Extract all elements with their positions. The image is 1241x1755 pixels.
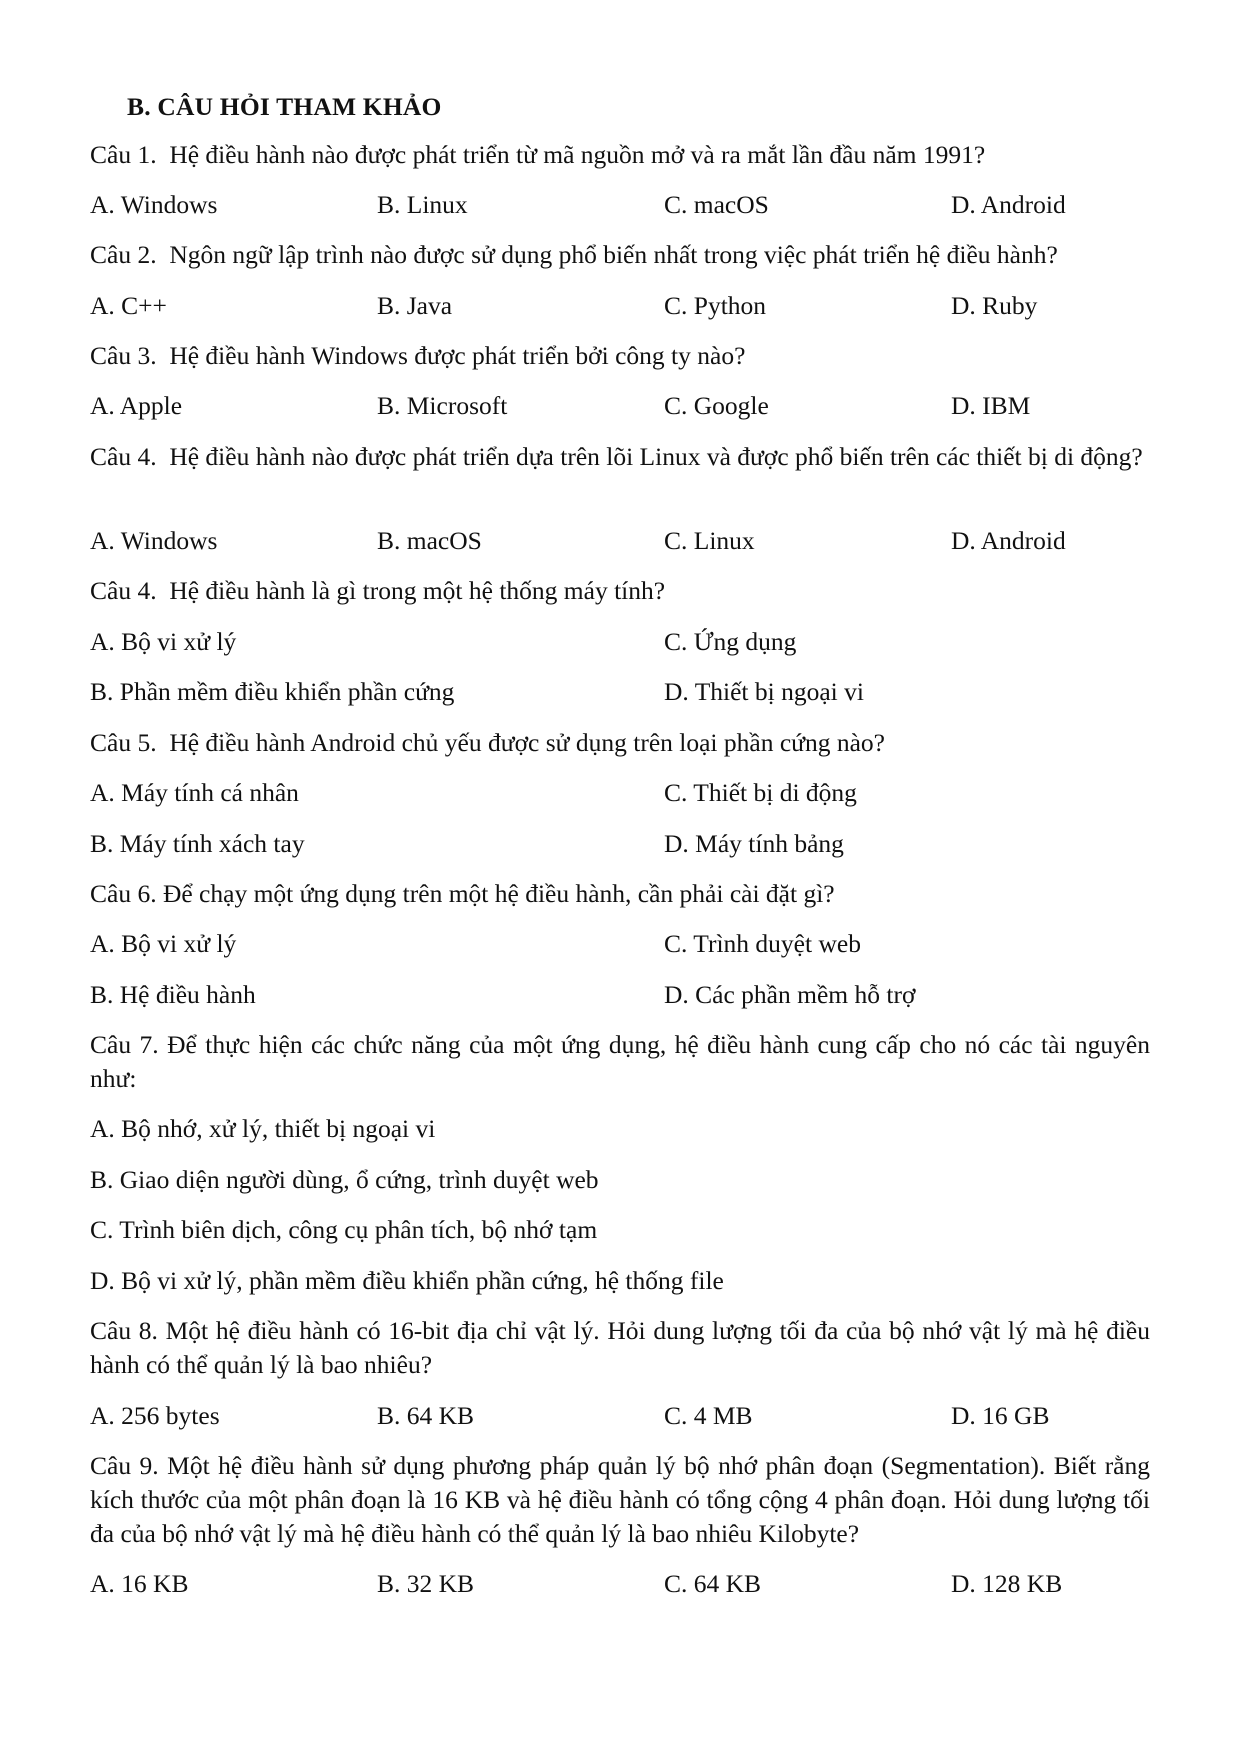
- q6-option-d: D. Các phần mềm hỗ trợ: [664, 980, 916, 1009]
- q6-option-a: A. Bộ vi xử lý: [90, 929, 237, 958]
- q7-option-b: B. Giao diện người dùng, ổ cứng, trình duyệt web: [90, 1165, 599, 1194]
- q9-option-a: A. 16 KB: [90, 1569, 189, 1598]
- q4-option-d: D. Android: [951, 526, 1066, 555]
- q5-option-b: B. Máy tính xách tay: [90, 829, 305, 858]
- question-2: Câu 2. Ngôn ngữ lập trình nào được sử dụng phổ biến nhất trong việc phát triển hệ điều hành?: [90, 240, 1058, 269]
- q7-option-c: C. Trình biên dịch, công cụ phân tích, bộ nhớ tạm: [90, 1215, 598, 1244]
- q9-option-b: B. 32 KB: [377, 1569, 475, 1598]
- q8-option-c: C. 4 MB: [664, 1401, 753, 1430]
- q4b-option-c: C. Ứng dụng: [664, 627, 797, 656]
- q8-option-a: A. 256 bytes: [90, 1401, 220, 1430]
- q4-option-a: A. Windows: [90, 526, 218, 555]
- q1-option-a: A. Windows: [90, 190, 218, 219]
- question-4b: Câu 4. Hệ điều hành là gì trong một hệ thống máy tính?: [90, 576, 666, 605]
- question-6: Câu 6. Để chạy một ứng dụng trên một hệ điều hành, cần phải cài đặt gì?: [90, 879, 835, 908]
- q9-option-d: D. 128 KB: [951, 1569, 1063, 1598]
- q6-option-b: B. Hệ điều hành: [90, 980, 256, 1009]
- q3-option-a: A. Apple: [90, 391, 183, 420]
- q2-option-a: A. C++: [90, 291, 167, 320]
- q3-option-c: C. Google: [664, 391, 769, 420]
- q3-option-b: B. Microsoft: [377, 391, 508, 420]
- q4b-option-b: B. Phần mềm điều khiển phần cứng: [90, 677, 455, 706]
- q4b-option-d: D. Thiết bị ngoại vi: [664, 677, 864, 706]
- question-4: Câu 4. Hệ điều hành nào được phát triển dựa trên lõi Linux và được phổ biến trên các thiết bị di động?: [90, 442, 1143, 471]
- question-8: Câu 8. Một hệ điều hành có 16-bit địa chỉ vật lý. Hỏi dung lượng tối đa của bộ nhớ vật lý mà hệ điều hành có thể quản lý là bao nhiêu?: [90, 1316, 1157, 1379]
- q7-option-d: D. Bộ vi xử lý, phần mềm điều khiển phần cứng, hệ thống file: [90, 1266, 724, 1295]
- question-5: Câu 5. Hệ điều hành Android chủ yếu được sử dụng trên loại phần cứng nào?: [90, 728, 885, 757]
- q4-option-b: B. macOS: [377, 526, 482, 555]
- question-7: Câu 7. Để thực hiện các chức năng của một ứng dụng, hệ điều hành cung cấp cho nó các tài nguyên như:: [90, 1030, 1157, 1093]
- q7-option-a: A. Bộ nhớ, xử lý, thiết bị ngoại vi: [90, 1114, 436, 1143]
- question-9: Câu 9. Một hệ điều hành sử dụng phương pháp quản lý bộ nhớ phân đoạn (Segmentation). Biết rằng kích thước của một phân đoạn là 16 KB và hệ điều hành có tổng cộng 4 phân đoạn. Hỏi dung lượng tối đa của bộ nhớ vật lý mà hệ điều hành có thể quản lý là bao nhiêu Kilobyte?: [90, 1451, 1157, 1548]
- question-1: Câu 1. Hệ điều hành nào được phát triển từ mã nguồn mở và ra mắt lần đầu năm 1991?: [90, 140, 986, 169]
- q6-option-c: C. Trình duyệt web: [664, 929, 861, 958]
- q2-option-d: D. Ruby: [951, 291, 1038, 320]
- question-3: Câu 3. Hệ điều hành Windows được phát triển bởi công ty nào?: [90, 341, 746, 370]
- q5-option-d: D. Máy tính bảng: [664, 829, 844, 858]
- q3-option-d: D. IBM: [951, 391, 1031, 420]
- q8-option-b: B. 64 KB: [377, 1401, 475, 1430]
- q9-option-c: C. 64 KB: [664, 1569, 762, 1598]
- q4-option-c: C. Linux: [664, 526, 755, 555]
- section-title: B. CÂU HỎI THAM KHẢO: [127, 92, 442, 121]
- q1-option-c: C. macOS: [664, 190, 769, 219]
- q5-option-c: C. Thiết bị di động: [664, 778, 857, 807]
- q1-option-d: D. Android: [951, 190, 1066, 219]
- q2-option-b: B. Java: [377, 291, 453, 320]
- q5-option-a: A. Máy tính cá nhân: [90, 778, 299, 807]
- q2-option-c: C. Python: [664, 291, 767, 320]
- q1-option-b: B. Linux: [377, 190, 468, 219]
- q4b-option-a: A. Bộ vi xử lý: [90, 627, 237, 656]
- q8-option-d: D. 16 GB: [951, 1401, 1050, 1430]
